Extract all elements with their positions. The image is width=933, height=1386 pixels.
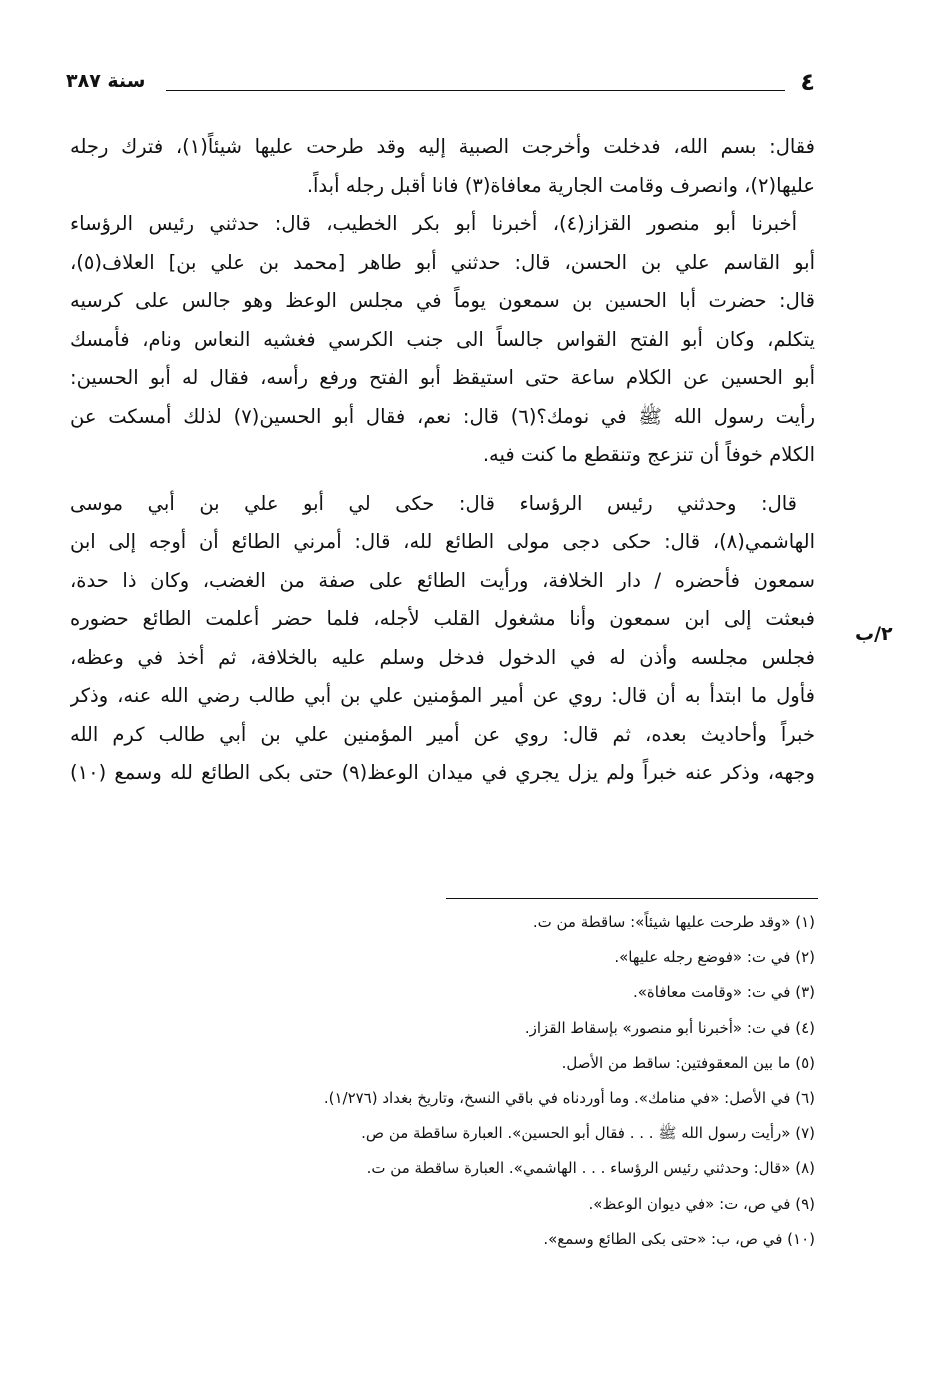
text-line: فجلس مجلسه وأذن له في الدخول فدخل وسلم عليه بالخلافة، ثم أخذ في وعظه،: [70, 645, 815, 669]
text-line: قال: وحدثني رئيس الرؤساء قال: حكى لي أبو علي بن أبي موسى: [70, 491, 797, 515]
footnote: (٦) في الأصل: «في منامك». وما أوردناه في باقي النسخ، وتاريخ بغداد (١/٢٧٦).: [323, 1088, 815, 1107]
text-line: عليها(٢)، وانصرف وقامت الجارية معافاة(٣) فانا أقبل رجله أبداً.: [306, 173, 815, 197]
footnote: (٢) في ت: «فوضع رجله عليها».: [614, 948, 815, 967]
paragraph-gap: [70, 475, 815, 485]
footnote: (٨) «قال: وحدثني رئيس الرؤساء . . . الهاشمي». العبارة ساقطة من ت.: [366, 1159, 815, 1178]
text-line: الكلام خوفاً أن تنزعج وتنقطع ما كنت فيه.: [482, 443, 815, 466]
text-line: رأيت رسول الله ﷺ في نومك؟(٦) قال: نعم، فقال أبو الحسين(٧) لذلك أمسكت عن: [70, 404, 815, 428]
footnote: (٥) ما بين المعقوفتين: ساقط من الأصل.: [561, 1053, 815, 1072]
footnote: (١٠) في ص، ب: «حتى بكى الطائع وسمع».: [543, 1229, 815, 1248]
footnote: (٣) في ت: «وقامت معافاة».: [632, 983, 815, 1002]
footnote: (٤) في ت: «أخبرنا أبو منصور» بإسقاط القزاز.: [524, 1018, 815, 1037]
footnote-rule: [446, 898, 818, 899]
footnote: (١) «وقد طرحت عليها شيئاً»: ساقطة من ت.: [532, 913, 815, 931]
main-text: [70, 128, 815, 793]
page-header: [66, 70, 815, 100]
text-line: وجهه، وذكر عنه خبراً ولم يزل يجري في ميدان الوعظ(٩) حتى بكى الطائع لله وسمع (١٠): [70, 761, 815, 784]
text-line: الهاشمي(٨)، قال: حكى دجى مولى الطائع لله، قال: أمرني الطائع أن أوجه إلى ابن: [70, 530, 815, 553]
footnotes: [200, 905, 815, 1257]
text-line: فأول ما ابتدأ به أن قال: روي عن أمير المؤمنين علي بن أبي طالب رضي الله عنه، وذكر: [70, 684, 815, 707]
text-line: فقال: بسم الله، فدخلت وأخرجت الصبية إليه وقد طرحت عليها شيئاً(١)، فترك رجله: [70, 135, 815, 158]
footnote: (٩) في ص، ت: «في ديوان الوعظ».: [588, 1194, 815, 1213]
text-line: قال: حضرت أبا الحسين بن سمعون يوماً في مجلس الوعظ وهو جالس على كرسيه: [70, 289, 815, 312]
text-line: أخبرنا أبو منصور القزاز(٤)، أخبرنا أبو بكر الخطيب، قال: حدثني رئيس الرؤساء: [70, 212, 797, 235]
text-line: أبو الحسين عن الكلام ساعة حتى استيقظ أبو الفتح ورفع رأسه، فقال له أبو الحسين:: [70, 366, 815, 389]
text-line: يتكلم، وكان أبو الفتح القواس جالساً الى جنب الكرسي فغشيه النعاس ونام، فأمسك: [70, 327, 815, 351]
text-line: خبراً وأحاديث بعده، ثم قال: روي عن أمير المؤمنين علي بن أبي طالب كرم الله: [70, 722, 815, 746]
header-rule: [166, 90, 785, 91]
text-line: فبعثت إلى ابن سمعون وأنا مشغول القلب لأجله، فلما حضر أعلمت الطائع حضوره: [70, 607, 815, 630]
text-line: سمعون فأحضره / دار الخلافة، ورأيت الطائع على صفة من الغضب، وكان ذا حدة،: [70, 568, 815, 592]
text-line: أبو القاسم علي بن الحسن، قال: حدثني أبو طاهر [محمد بن علي بن] العلاف(٥)،: [70, 250, 815, 274]
year-label: سنة ٣٨٧: [66, 70, 146, 92]
footnote: (٧) «رأيت رسول الله ﷺ . . . فقال أبو الحسين». العبارة ساقطة من ص.: [361, 1124, 815, 1143]
page-number: ٤: [800, 68, 815, 96]
manuscript-folio-note: ٢/ب: [855, 623, 893, 645]
